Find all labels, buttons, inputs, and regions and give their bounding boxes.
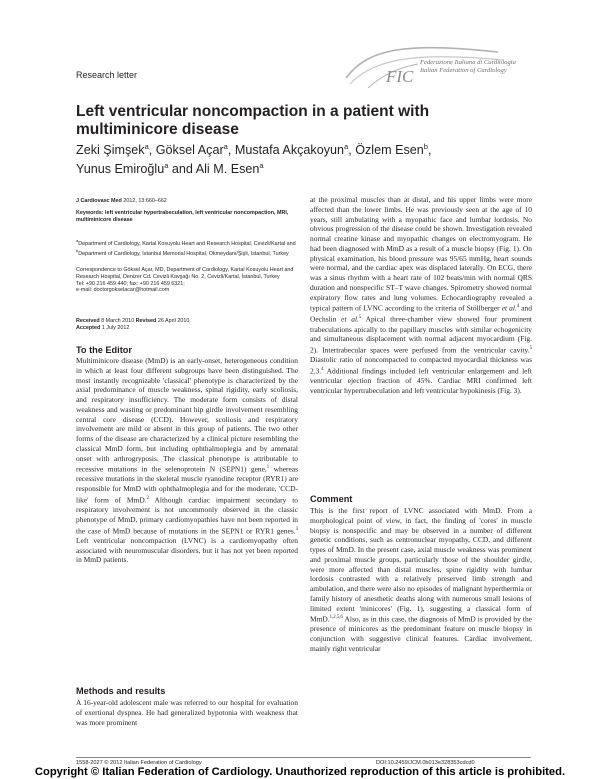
author-line-2: Yunus Emiroğlu$^a$ and Ali M. Esen$^a$ xyxy=(76,161,264,177)
copyright-notice: Copyright © Italian Federation of Cardiology. Unauthorized reproduction of this article is prohibited. xyxy=(34,766,566,778)
logo-line-1: Federazione Italiana di Cardiologia xyxy=(420,59,516,66)
logo-line-2: Italian Federation of Cardiology xyxy=(420,67,507,74)
received-dates: Received 8 March 2010 Revised 26 April 2010 Accepted 1 July 2012 xyxy=(76,318,190,331)
heading-comment: Comment xyxy=(310,494,353,504)
paragraph-methods-continued: at the proximal muscles than at distal, and his upper limbs were more affected than the lower limbs. He was previously seen at the age of 10 years, still ambulating with a myopathic face and lumbar lordosis. No obvious progression of the disease could be shown. Investigation revealed normal creatine kinase and myopathic changes on electromyogram. He had been diagnosed with MmD as a result of a muscle biopsy (Fig. 1). On physical examination, his blood pressure was 95/65 mmHg, heart sounds were normal, and the cardiac apex was displaced laterally. On ECG, there was a sinus rhythm with a heart rate of 102 beats/min with normal QRS duration and nonspecific ST–T wave changes. Spirometry showed normal expiratory flow rates and lung volumes. Echocardiography revealed a typical pattern of LVNC according to the criteria of Stöllberger et al.$^4$ and Oechslin et al.$^5$ Apical three-chamber view showed four prominent trabeculations apically to the papillary muscles with similar echogenicity and simultaneous displacement with normal adjacent myocardium (Fig. 2). Intertrabecular spaces were perfused from the ventricular cavity.$^5$ Diastolic ratio of noncompacted to compacted myocardial thickness was 2.3.$^4$ Additional findings included left ventricular enlargement and left ventricular ejection fraction of 45%. Cardiac MRI confirmed left ventricular hypertrabeculation and left ventricular hypokinesis (Fig. 3). xyxy=(310,195,532,396)
footer-issn: 1558-2027 © 2012 Italian Federation of Cardiology xyxy=(76,760,202,766)
paragraph-comment: This is the first report of LVNC associated with MmD. From a morphological point of view, in fact, the finding of 'cores' in muscle biopsy is nonspecific and may be observed in a number of different genetic conditions, such as centronuclear myopathy, CCD, and different types of MmD. In the present case, axial muscle weakness was prominent and proximal muscle groups, particularly those of the shoulder girdle, were more affected than distal muscles, spine rigidity with lumbar lordosis contrasted with a relatively preserved limb strength and ambulation, and there were also no episodes of malignant hyperthermia or family history of anesthetic deaths along with numerous small lesions of limited extent 'minicores' (Fig. 1), suggesting a classical form of MmD.$^{1,2,5,6}$ Also, as in this case, the diagnosis of MmD is provided by the presence of minicores as the predominant feature on muscle biopsy in conjunction with suggestive clinical features. Cardiac involvement, mainly right ventricular xyxy=(310,506,532,653)
keywords: Keywords: left ventricular hypertrabeculation, left ventricular noncompaction, MRI, multiminicore disease xyxy=(76,210,289,223)
heading-to-the-editor: To the Editor xyxy=(76,345,132,355)
article-title: Left ventricular noncompaction in a patient with multiminicore disease xyxy=(76,103,430,138)
journal-citation: J Cardiovasc Med 2012, 13:660–662 xyxy=(76,198,167,204)
footer-doi[interactable]: DOI:10.2459/JCM.0b013e328353cdcd0 xyxy=(376,760,475,766)
paragraph-editor: Multiminicore disease (MmD) is an early-onset, heterogeneous condition in which at least four different subgroups have been distinguished. The most instantly recognizable 'classical' phenotype is characterized by the axial predominance of muscle weakness, spinal rigidity, early scoliosis, and respiratory insufficiency. The moderate form consists of distal weakness and wasting or predominant hip girdle involvement resembling central core disease (CCD). However, scoliosis and respiratory involvement are mild or absent in this group of patients. The two other forms of the disease are characterized by a clinical picture resembling the classical MmD form, but including ophthalmoplegia and by antenatal onset with arthrogryposis. The classical phenotype is attributable to recessive mutations in the selenoprotein N (SEPN1) gene,$^1$ whereas recessive mutations in the skeletal muscle ryanodine receptor (RYR1) are responsible for MmD with ophthalmoplegia and for the moderate, 'CCD-like' form of MmD.$^2$ Although cardiac impairment secondary to respiratory involvement is not uncommonly observed in the classic phenotype of MmD, primary cardiomyopathies have not been reported in the case of MmD because of mutations in the SEPN1 or RYR1 genes.$^3$ Left ventricular noncompaction (LVNC) is a cardiomyopathy often associated with neuromuscular disorders, but it has not yet been reported in MmD patients. xyxy=(76,356,299,565)
author-list xyxy=(76,139,476,178)
section-label: Research letter xyxy=(76,70,138,80)
author-line-1: Zeki Şimşek$^a$, Göksel Açar$^a$, Mustafa Akçakoyun$^a$, Özlem Esen$^b$, xyxy=(76,142,432,158)
logo-text xyxy=(420,59,570,75)
affiliations: $^a$Department of Cardiology, Kartal Kosuyolu Heart and Research Hospital, Cevizli/Kartal and $^b$Department of Cardiology, Istanbul Memorial Hospital, Okmeydanı/Şişli, Istanbul, Turkey xyxy=(76,238,296,257)
fic-logo-mark: FIC xyxy=(386,67,414,86)
paragraph-methods: A 16-year-old adolescent male was referred to our hospital for evaluation of exertional dyspnea. He had generalized hypotonia with weakness that was more prominent xyxy=(76,698,298,727)
footer-rule xyxy=(76,757,531,758)
correspondence: Correspondence to Göksel Açar, MD, Department of Cardiology, Kartal Kosuyolu Heart and Research Hospital, Denizer Cd. Cevizli Kavşağı No. 2, Cevizli/Kartal, İstanbul, Turkey Tel: +90 216 459 440; fax: +90 216 459 6321; e-mail: doctorgokselacar@hotmail.com xyxy=(76,267,294,294)
heading-methods-results: Methods and results xyxy=(76,686,166,696)
